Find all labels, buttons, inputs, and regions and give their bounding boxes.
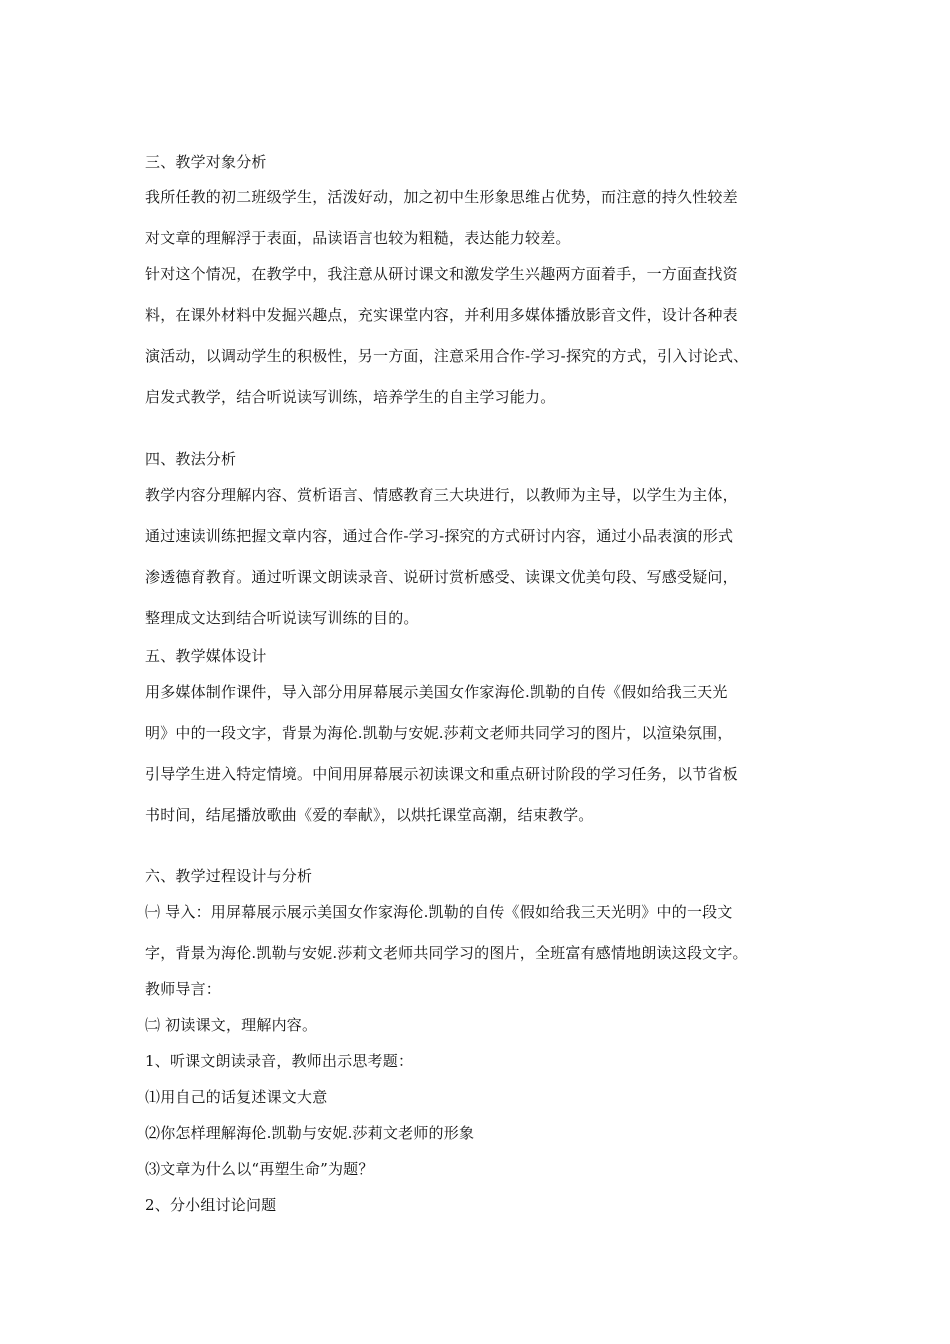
section-heading-5: 五、教学媒体设计 bbox=[145, 647, 267, 665]
paragraph-line: 教师导言： bbox=[145, 980, 222, 998]
paragraph-line: 针对这个情况，在教学中，我注意从研讨课文和激发学生兴趣两方面着手，一方面查找资 bbox=[145, 265, 738, 283]
paragraph-line: 教学内容分理解内容、赏析语言、情感教育三大块进行，以教师为主导，以学生为主体， bbox=[145, 486, 738, 504]
paragraph-line: 渗透德育教育。通过听课文朗读录音、说研讨赏析感受、读课文优美句段、写感受疑问， bbox=[145, 568, 738, 586]
paragraph-line: 1、听课文朗读录音，教师出示思考题： bbox=[145, 1052, 414, 1070]
section-heading-4: 四、教法分析 bbox=[145, 450, 237, 468]
paragraph-line: ⑵你怎样理解海伦.凯勒与安妮.莎莉文老师的形象 bbox=[145, 1124, 475, 1142]
paragraph-line: 明》中的一段文字，背景为海伦.凯勒与安妮.莎莉文老师共同学习的图片，以渲染氛围， bbox=[145, 724, 733, 742]
paragraph-line: 用多媒体制作课件，导入部分用屏幕展示美国女作家海伦.凯勒的自传《假如给我三天光 bbox=[145, 683, 728, 701]
paragraph-line: 整理成文达到结合听说读写训练的目的。 bbox=[145, 609, 419, 627]
paragraph-line: ㈠ 导入：用屏幕展示展示美国女作家海伦.凯勒的自传《假如给我三天光明》中的一段文 bbox=[145, 903, 733, 921]
paragraph-line: 料，在课外材料中发掘兴趣点，充实课堂内容，并利用多媒体播放影音文件，设计各种表 bbox=[145, 306, 738, 324]
paragraph-line: 通过速读训练把握文章内容，通过合作-学习-探究的方式研讨内容，通过小品表演的形式 bbox=[145, 527, 734, 545]
section-heading-6: 六、教学过程设计与分析 bbox=[145, 867, 313, 885]
paragraph-line: 我所任教的初二班级学生，活泼好动，加之初中生形象思维占优势，而注意的持久性较差 bbox=[145, 188, 738, 206]
paragraph-line: ㈡ 初读课文，理解内容。 bbox=[145, 1016, 318, 1034]
paragraph-line: ⑴用自己的话复述课文大意 bbox=[145, 1088, 328, 1106]
paragraph-line: 2、分小组讨论问题 bbox=[145, 1196, 277, 1214]
paragraph-line: 引导学生进入特定情境。中间用屏幕展示初读课文和重点研讨阶段的学习任务，以节省板 bbox=[145, 765, 738, 783]
paragraph-line: 字，背景为海伦.凯勒与安妮.莎莉文老师共同学习的图片，全班富有感情地朗读这段文字。 bbox=[145, 944, 748, 962]
paragraph-line: 启发式教学，结合听说读写训练，培养学生的自主学习能力。 bbox=[145, 388, 556, 406]
section-heading-3: 三、教学对象分析 bbox=[145, 153, 267, 171]
paragraph-line: 书时间，结尾播放歌曲《爱的奉献》，以烘托课堂高潮，结束教学。 bbox=[145, 806, 594, 824]
paragraph-line: 演活动，以调动学生的积极性，另一方面，注意采用合作-学习-探究的方式，引入讨论式、 bbox=[145, 347, 749, 365]
paragraph-line: 对文章的理解浮于表面，品读语言也较为粗糙，表达能力较差。 bbox=[145, 229, 571, 247]
paragraph-line: ⑶文章为什么以“再塑生命”为题？ bbox=[145, 1160, 374, 1178]
